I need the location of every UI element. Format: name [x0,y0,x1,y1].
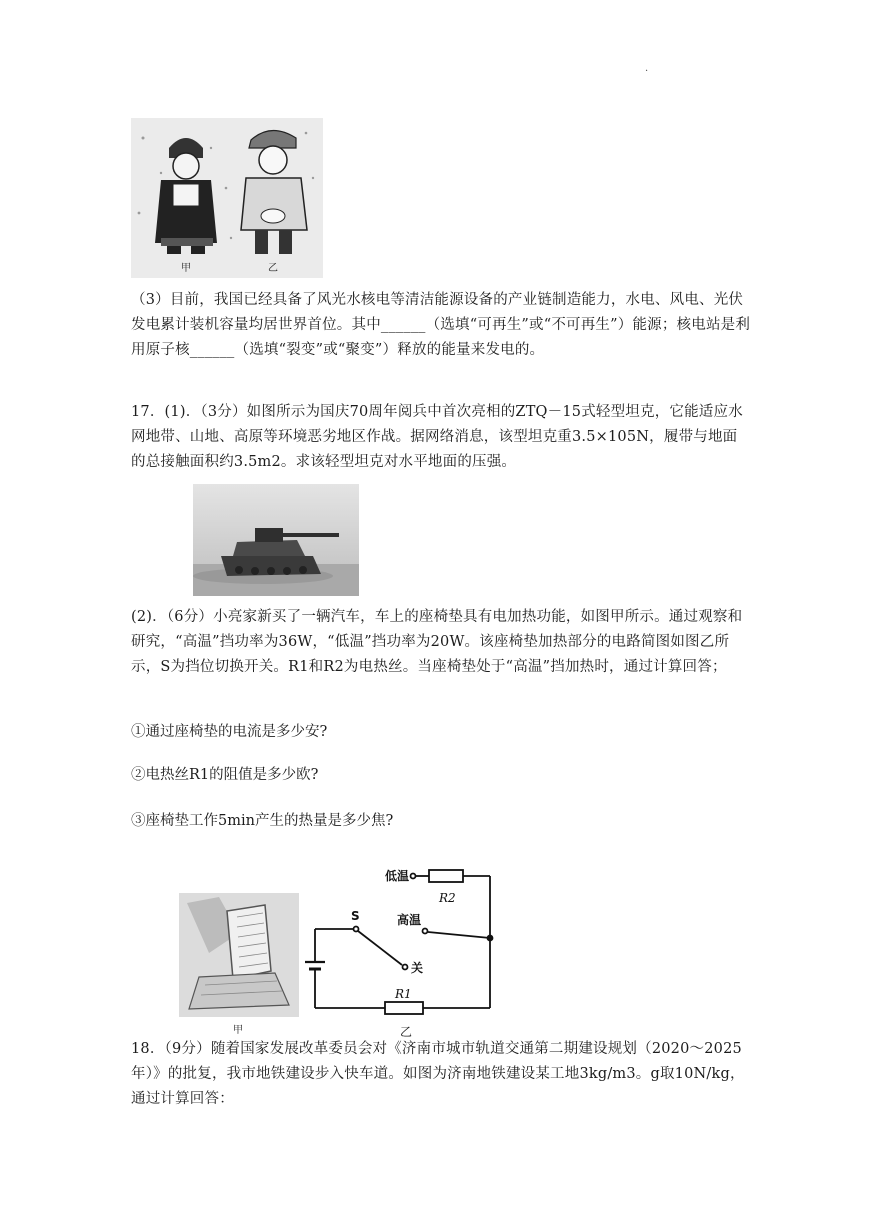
header-mark: · [645,66,649,77]
tank-photo-image [193,484,359,596]
tank-photo [193,484,359,596]
seat-photo-label: 甲 [233,1025,243,1036]
q16-part3-text: （3）目前，我国已经具备了风光水核电等清洁能源设备的产业链制造能力，水电、风电、光伏发电累计装机容量均居世界首位。其中______（选填“可再生”或“不可再生”）能源；核电站是利用原子核______（选填“裂变”或“聚变”）释放的能量来发电的。 [131,292,751,358]
circuit-label-r2: R2 [439,891,456,905]
circuit-label-off: 关 [411,961,424,975]
q17-part1-text: 17．(1)．（3分）如图所示为国庆70周年阅兵中首次亮相的ZTQ－15式轻型坦克，它能适应水网地带、山地、高原等环境恶劣地区作战。据网络消息，该型坦克重3.5×105N，履带与地面的总接触面积约3.5m2。求该轻型坦克对水平地面的压强。 [131,404,743,470]
q17-sub2: ②电热丝R1的阻值是多少欧? [131,767,319,783]
circuit-label-r1: R1 [395,987,412,1001]
circuit-label-low: 低温 [384,869,409,883]
cartoon-figure-image [131,118,323,278]
circuit-label-high: 高温 [396,913,421,927]
seat-photo [179,893,299,1017]
q18-text: 18．（9分）随着国家发展改革委员会对《济南市城市轨道交通第二期建设规划（2020～2025年）》的批复，我市地铁建设步入快车道。如图为济南地铁建设某工地3kg/m3。g取10N/kg，通过计算回答： [131,1041,745,1107]
cartoon-label-jia: 甲 [181,263,191,274]
q17-sub3: ③座椅垫工作5min产生的热量是多少焦? [131,813,394,829]
circuit-label-switch: S [351,909,360,923]
cartoon-figure [131,118,323,278]
circuit-diagram-image [305,858,505,1023]
q17-part2-text: (2)．（6分）小亮家新买了一辆汽车，车上的座椅垫具有电加热功能，如图甲所示。通过观察和研究，“高温”挡功率为36W，“低温”挡功率为20W。该座椅垫加热部分的电路简图如图乙所示，S为挡位切换开关。R1和R2为电热丝。当座椅垫处于“高温”挡加热时，通过计算回答； [131,609,743,675]
circuit-figure-label: 乙 [400,1025,413,1039]
cartoon-label-yi: 乙 [268,263,278,274]
circuit-diagram [305,858,505,1023]
q17-sub1: ①通过座椅垫的电流是多少安? [131,724,328,740]
seat-photo-image [179,893,299,1017]
